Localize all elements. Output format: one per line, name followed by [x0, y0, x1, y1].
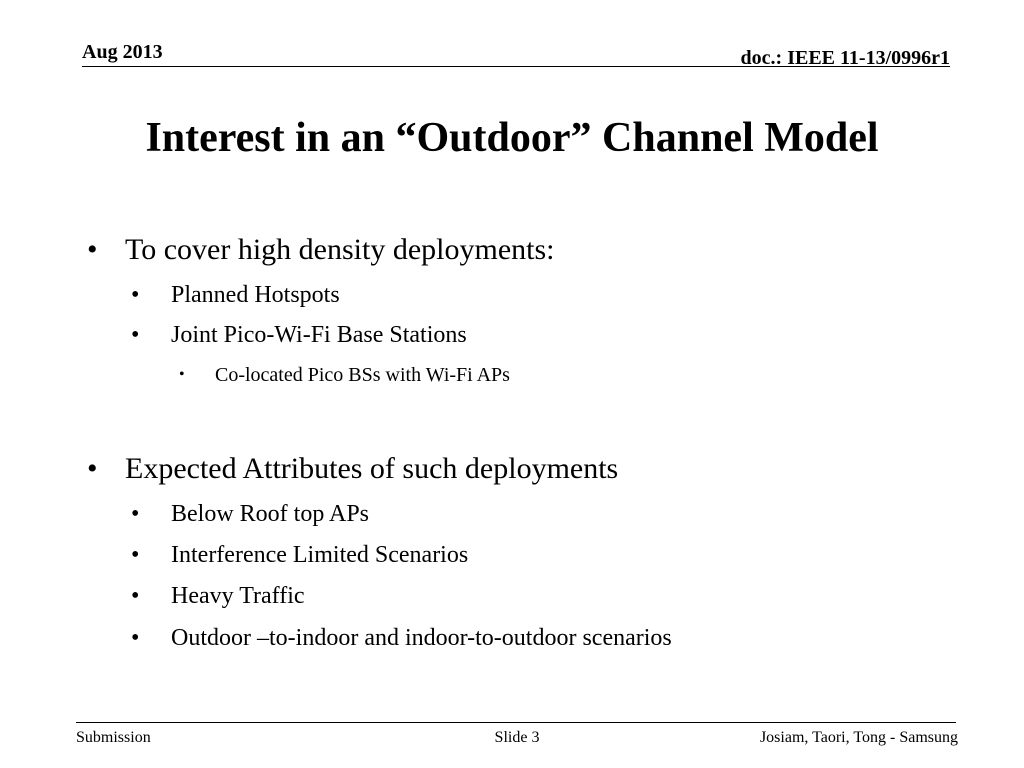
- header-date: Aug 2013: [82, 41, 163, 63]
- bullet-item: [87, 232, 555, 268]
- bullet-text: Co-located Pico BSs with Wi-Fi APs: [215, 364, 510, 386]
- bullet-text: Planned Hotspots: [171, 282, 340, 308]
- sub-sub-bullet-item: [179, 362, 510, 388]
- slide-title: Interest in an “Outdoor” Channel Model: [145, 115, 879, 161]
- bullet-text: Outdoor –to-indoor and indoor-to-outdoor scenarios: [171, 625, 672, 651]
- sub-bullet-item: [131, 623, 672, 653]
- sub-bullet-item: [131, 540, 469, 570]
- bullet-marker: •: [131, 583, 140, 609]
- footer-submission: Submission: [76, 729, 151, 746]
- bullet-marker: •: [131, 322, 140, 348]
- bullet-marker: •: [131, 625, 140, 651]
- sub-bullet-item: [131, 499, 370, 529]
- bullet-text: Expected Attributes of such deployments: [125, 452, 619, 485]
- bullet-text: To cover high density deployments:: [125, 233, 555, 266]
- bullet-text: Below Roof top APs: [171, 501, 370, 527]
- footer-slide-number: Slide 3: [494, 729, 540, 746]
- bullet-marker: •: [87, 452, 98, 485]
- bullet-marker: •: [87, 233, 98, 266]
- bullet-marker: •: [131, 282, 140, 308]
- bullet-marker: •: [131, 501, 140, 527]
- sub-bullet-item: [131, 581, 305, 611]
- bullet-text: Heavy Traffic: [171, 583, 305, 609]
- sub-bullet-item: [131, 280, 340, 310]
- sub-bullet-item: [131, 320, 467, 350]
- footer-authors: Josiam, Taori, Tong - Samsung: [759, 729, 958, 746]
- header-doc-id: doc.: IEEE 11-13/0996r1: [740, 47, 950, 69]
- bullet-text: Joint Pico-Wi-Fi Base Stations: [171, 322, 467, 348]
- bullet-text: Interference Limited Scenarios: [171, 542, 469, 568]
- bullet-marker: •: [179, 366, 185, 383]
- bullet-marker: •: [131, 542, 140, 568]
- footer-divider: [76, 722, 956, 723]
- bullet-item: [87, 451, 619, 487]
